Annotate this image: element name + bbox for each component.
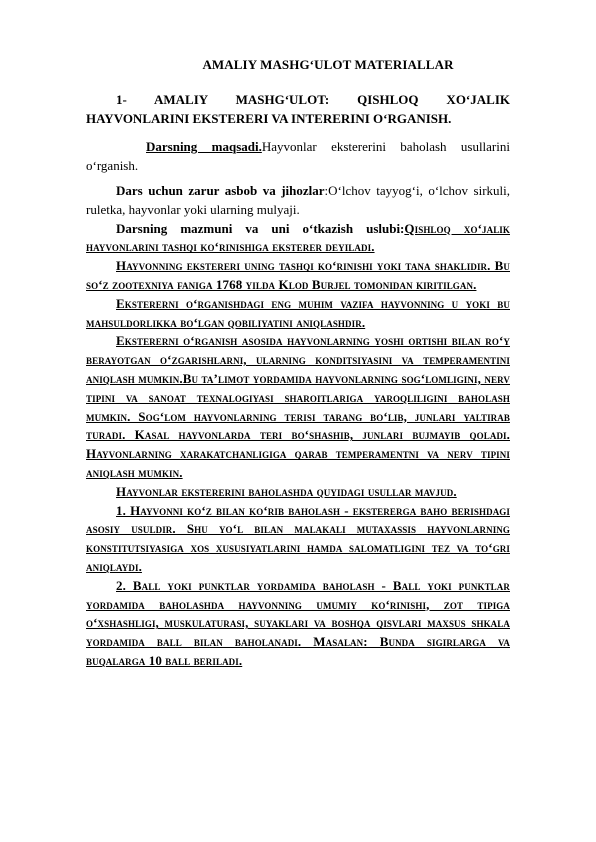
aim-label: Darsning maqsadi.	[146, 139, 262, 155]
body-paragraph-3: Eksterеrni o‘rganish asosida hayvonlarning yoshi ortishi bilan ro‘y berayotgan o‘zgarishlarni, ularning konditsiyasini va temperamentini aniqlash mumkin.Bu ta’limot yordamida hayvonlarning sog‘lomligini, nerv tipini va sanoat texnalogiyasi sharoitlariga yaroqliligini baholash mumkin. Sog‘lom hayvonlarning terisi tarang bo‘lib, junlari yaltirab turadi. Kasal hayvonlarda teri bo‘shashib, junlari bujmayib qoladi. Hayvonlarning xarakatchanligiga qarab temperamentni va nerv tipini aniqlash mumkin.	[86, 333, 510, 480]
tools-label: Dars uchun zarur asbob va jihozlar	[116, 182, 325, 198]
body-paragraph-6: 2. Ball yoki punktlar yordamida baholash - Ball yoki punktlar yordamida baholashda hayvonning umumiy ko‘rinishi, zot tipiga o‘xshashligi, muskulaturasi, suyaklari va boshqa qisvlari maxsus shkala yordamida ball bilan baholanadi. Masalan: Bunda sigirlarga va buqalarga 10 ball beriladi.	[86, 577, 510, 668]
tools-text: :O‘lchov tayyog‘i, o‘lchov sirkuli, ruletka, hayvonlar yoki ularning mulyaji.	[86, 182, 511, 217]
aim-text: Hayvonlar ekstererini baholash usullarini o‘rganish.	[86, 139, 510, 174]
content-label: Darsning mazmuni va uni o‘tkazish uslubi:	[116, 220, 405, 236]
aim-paragraph	[86, 138, 510, 176]
content-paragraph	[86, 220, 510, 258]
content-text: Qishloq xo‘jalik hayvonlarini tashqi ko‘rinishiga eksterer deyiladi.	[86, 220, 510, 255]
tools-paragraph	[86, 182, 510, 220]
body-paragraph-5: 1. Hayvonni ko‘z bilan ko‘rib baholash - eksterеrga baho berishdagi asosiy usuldir. Shu yo‘l bilan malakali mutaxassis hayvonlarning konstitutsiyasiga xos xususiyatlarini hamda salomatligini tez va to‘gri aniqlaydi.	[86, 502, 510, 574]
body-paragraph-1: Hayvonning eksterеri uning tashqi ko‘rinishi yoki tana shaklidir. Bu so‘z zootexniya faniga 1768 yilda Klod Burjel tomonidan kiritilgan.	[86, 258, 510, 292]
body-paragraph-2: Eksterеrni o‘rganishdagi eng muhim vazifa hayvonning u yoki bu mahsuldorlikka bo‘lgan qobiliyatini aniqlashdir.	[86, 295, 510, 330]
body-paragraph-4: Hayvonlar eksterеrini baholashda quyidagi usullar mavjud.	[116, 483, 457, 499]
section-heading: 1- AMALIY MASHG‘ULOT: QISHLOQ XO‘JALIK HAYVONLARINI EKSTERERI VA INTERERINI O‘RGANISH.	[86, 91, 510, 126]
page-title: AMALIY MASHG‘ULOT MATERIALLAR	[202, 57, 454, 72]
